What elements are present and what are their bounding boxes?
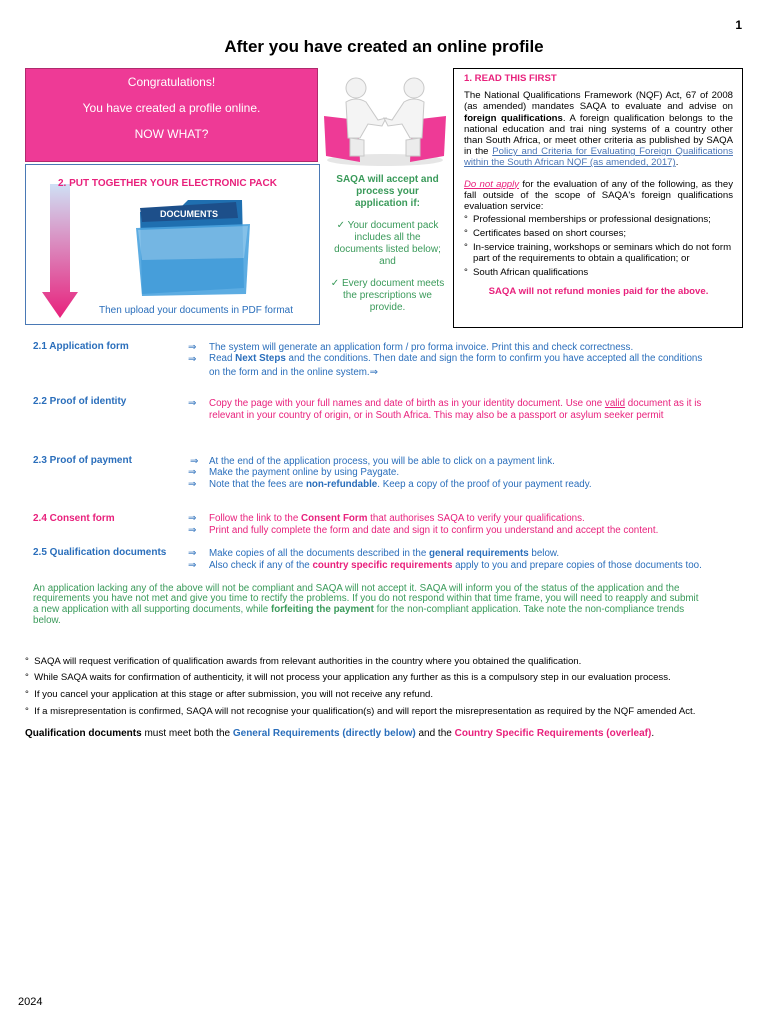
nqf-paragraph — [464, 90, 733, 168]
section-2-5-line: Make copies of all the documents described in the general requirements below. — [209, 548, 560, 559]
arrow-icon: ⇒ — [369, 367, 378, 378]
bullet-item: ° If you cancel your application at this stage or after submission, you will not receive any refund. — [25, 689, 434, 700]
section-2-3-line: Make the payment online by using Paygate. — [209, 467, 400, 478]
bullet-item: ° While SAQA waits for confirmation of authenticity, it will not process your application any further as this is a compulsory step in our evaluation process. — [25, 672, 671, 683]
bullet-item: ° If a misrepresentation is confirmed, SAQA will not recognise your qualification(s) and will report the misrepresentation as required by the NQF amended Act. — [25, 706, 696, 717]
non-refundable-bold: non-refundable — [305, 479, 378, 490]
consent-form-bold: Consent Form — [301, 513, 368, 524]
noncompliance-line: a new application with all supporting documents, while forfeiting the payment for the non-compliant application. Take note the non-compliance trends — [33, 604, 685, 615]
arrow-icon: ⇒ — [190, 456, 199, 467]
country-specific-link[interactable]: Country Specific Requirements (overleaf) — [454, 728, 652, 739]
read-this-first-box — [453, 68, 743, 328]
section-2-2-label: 2.2 Proof of identity — [33, 396, 127, 407]
arrow-icon: ⇒ — [188, 342, 197, 353]
exclusion-item: ° Professional memberships or professional designations; — [464, 214, 733, 225]
valid-underline: valid — [604, 398, 626, 409]
final-requirements-line: Qualification documents must meet both the General Requirements (directly below) and the Country Specific Requirements (overleaf). — [25, 728, 655, 739]
section-2-4-line: Follow the link to the Consent Form that authorises SAQA to verify your qualifications. — [209, 513, 585, 524]
accept-item: ✓ Your document pack includes all the documents listed below; and — [334, 220, 441, 267]
exclusion-item: ° In-service training, workshops or seminars which do not form part of the requirements to obtain a qualification; or — [464, 242, 733, 264]
page-number: 1 — [735, 18, 742, 32]
do-not-apply-link[interactable]: Do not apply — [464, 178, 520, 190]
exclusion-item: ° South African qualifications — [464, 267, 733, 278]
congrats-line1: Congratulations! — [127, 75, 216, 89]
page-title: After you have created an online profile — [224, 37, 544, 56]
accept-item: ✓ Every document meets the prescriptions we provide. — [330, 278, 445, 313]
section-2-1-line: The system will generate an application form / pro forma invoice. Print this and check correctness. — [209, 342, 634, 353]
forfeiting-payment-bold: forfeiting the payment — [270, 604, 374, 615]
bullet-item: ° SAQA will request verification of qualification awards from relevant authorities in the country where you obtained the qualification. — [25, 656, 582, 667]
section-2-1-line: on the form and in the online system.⇒ — [209, 367, 378, 378]
foreign-qualifications-bold: foreign qualifications — [464, 112, 563, 124]
noncompliance-line: below. — [33, 615, 61, 626]
nqf-text-a: The National Qualifications Framework (NQF) Act, 67 of 2008 (as amended) mandates SAQA to evaluate and advise on — [464, 90, 733, 113]
footer-year: 2024 — [18, 996, 43, 1008]
general-requirements-link[interactable]: General Requirements (directly below) — [232, 728, 416, 739]
accept-heading: SAQA will accept and process your application if: — [336, 174, 439, 209]
arrow-icon: ⇒ — [188, 354, 197, 365]
arrow-icon: ⇒ — [188, 548, 197, 559]
section-2-4-label: 2.4 Consent form — [33, 513, 115, 524]
pack-heading: 2. PUT TOGETHER YOUR ELECTRONIC PACK — [58, 178, 277, 189]
read-first-heading: 1. READ THIS FIRST — [464, 73, 557, 84]
accept-conditions — [330, 174, 445, 324]
documents-folder-icon — [132, 198, 254, 298]
refund-notice: SAQA will not refund monies paid for the above. — [488, 285, 709, 297]
section-2-3-line: At the end of the application process, you will be able to click on a payment link. — [209, 456, 555, 467]
arrow-icon: ⇒ — [188, 513, 197, 524]
section-2-5-label: 2.5 Qualification documents — [33, 547, 167, 558]
country-specific-bold: country specific requirements — [312, 560, 453, 571]
handshake-illustration — [320, 68, 450, 168]
arrow-icon: ⇒ — [188, 398, 197, 409]
nqf-text-c: . — [675, 157, 679, 169]
noncompliance-line: An application lacking any of the above will not be compliant and SAQA will not accept it. SAQA will inform you of the status of the application and the — [33, 583, 680, 594]
arrow-icon: ⇒ — [188, 525, 197, 536]
nqf-text-b: . A foreign qualification belongs to the national education and trai ning systems of a country other than South Africa, or meet other criteria as published by SAQA in the — [464, 112, 733, 158]
upload-instruction: Then upload your documents in PDF format — [99, 305, 293, 316]
do-not-apply-text: for the evaluation of any of the following, as they fall outside of the scope of SAQA's foreign qualifications evaluation service: — [464, 178, 733, 213]
qualification-documents-bold: Qualification documents — [25, 728, 142, 739]
next-steps-bold: Next Steps — [235, 353, 286, 364]
section-2-1-label: 2.1 Application form — [33, 341, 129, 352]
arrow-icon: ⇒ — [188, 479, 197, 490]
section-2-3-label: 2.3 Proof of payment — [33, 455, 132, 466]
arrow-icon: ⇒ — [188, 560, 197, 571]
section-2-2-line: relevant in your country of origin, or in South Africa. This may also be a passport or asylum seeker permit — [209, 410, 664, 421]
arrow-icon: ⇒ — [188, 467, 197, 478]
down-arrow-icon — [40, 184, 80, 320]
congrats-line3: NOW WHAT? — [134, 127, 209, 141]
exclusion-item: ° Certificates based on short courses; — [464, 228, 733, 239]
section-2-4-line: Print and fully complete the form and date and sign it to confirm you understand and accept the content. — [209, 525, 659, 536]
congrats-line2: You have created a profile online. — [82, 101, 261, 115]
exclusions-list — [464, 214, 733, 278]
noncompliance-line: requirements you have not met and give you time to rectify the problems. If you do not respond within that time frame, you will need to reapply and submit — [33, 593, 699, 604]
policy-link[interactable]: Policy and Criteria for Evaluating Foreign Qualifications within the South African NQF (as amended, 2017) — [464, 146, 733, 169]
general-requirements-bold: general requirements — [429, 548, 529, 559]
do-not-apply-paragraph — [464, 179, 733, 213]
section-2-2-line: Copy the page with your full names and date of birth as in your identity document. Use one valid document as it is — [209, 398, 702, 409]
folder-label: DOCUMENTS — [160, 209, 218, 219]
section-2-1-line: Read Next Steps and the conditions. Then date and sign the form to confirm you have accepted all the conditions — [209, 353, 703, 364]
section-2-3-line: Note that the fees are non-refundable. Keep a copy of the proof of your payment ready. — [209, 479, 592, 490]
section-2-5-line: Also check if any of the country specific requirements apply to you and prepare copies of those documents too. — [209, 560, 702, 571]
congrats-box — [25, 68, 318, 162]
